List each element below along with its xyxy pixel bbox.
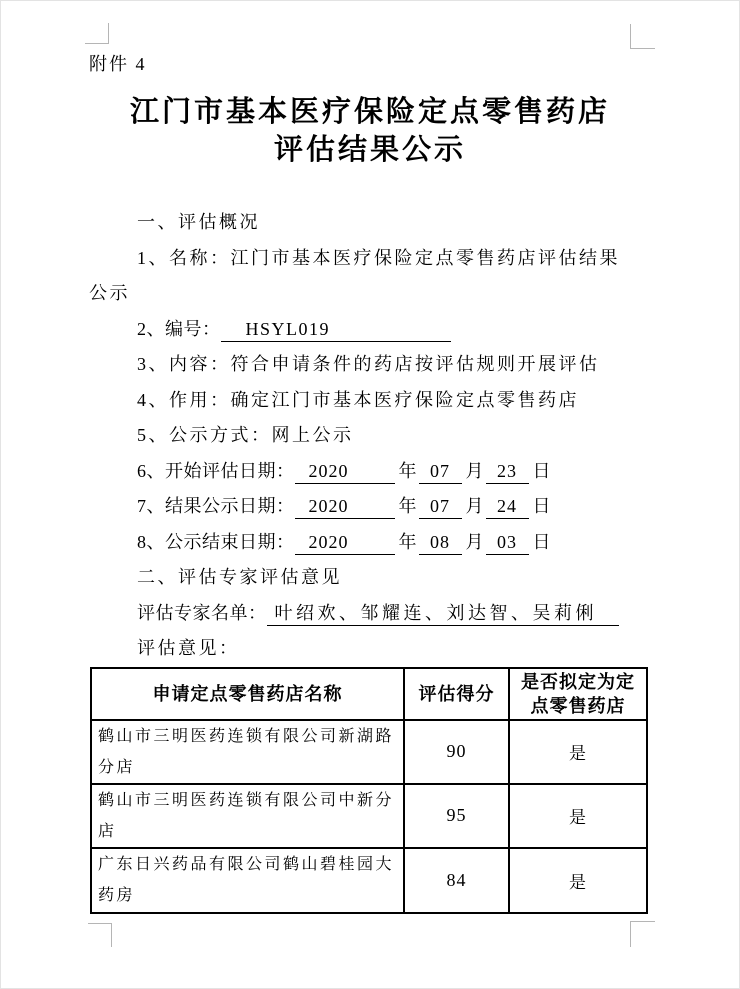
result-date-month: 07 bbox=[419, 495, 462, 519]
end-date-label: 8、公示结束日期： bbox=[137, 531, 295, 552]
col-header-designated: 是否拟定为定点零售药店 bbox=[509, 668, 647, 720]
table-row bbox=[91, 848, 647, 913]
expert-list-label: 评估专家名单： bbox=[137, 602, 267, 623]
result-date-year: 2020 bbox=[295, 495, 395, 519]
item-method: 5、公示方式：网上公示 bbox=[137, 425, 354, 445]
score-cell: 84 bbox=[404, 848, 509, 913]
month-unit: 月 bbox=[465, 496, 484, 516]
start-date-label: 6、开始评估日期： bbox=[137, 460, 295, 481]
score-cell: 90 bbox=[404, 720, 509, 784]
end-date-year: 2020 bbox=[295, 531, 395, 555]
start-date-line bbox=[89, 454, 651, 490]
table-row bbox=[91, 720, 647, 784]
item-name-line1: 1、名称：江门市基本医疗保险定点零售药店评估结果 bbox=[137, 247, 620, 268]
crop-mark-bottom-right bbox=[630, 921, 655, 947]
item-purpose: 4、作用：确定江门市基本医疗保险定点零售药店 bbox=[137, 389, 579, 410]
crop-mark-top-left bbox=[85, 23, 109, 44]
item-code bbox=[89, 312, 651, 348]
crop-mark-top-right bbox=[630, 24, 655, 49]
designated-cell: 是 bbox=[509, 848, 647, 913]
code-underline-value: HSYL019 bbox=[221, 318, 451, 342]
item-code-label: 2、编号： bbox=[137, 318, 221, 339]
table-row bbox=[91, 784, 647, 848]
store-name-cell: 鹤山市三明医药连锁有限公司中新分店 bbox=[91, 784, 404, 848]
crop-mark-bottom-left bbox=[88, 923, 112, 947]
document-body bbox=[89, 205, 651, 667]
document-title-line1: 江门市基本医疗保险定点零售药店 bbox=[129, 96, 610, 128]
day-unit: 日 bbox=[532, 531, 551, 552]
expert-list-line bbox=[89, 596, 651, 632]
document-title bbox=[89, 93, 651, 169]
day-unit: 日 bbox=[532, 460, 551, 481]
document-content bbox=[1, 1, 739, 914]
overview-heading: 一、评估概况 bbox=[137, 212, 260, 232]
designated-cell: 是 bbox=[509, 720, 647, 784]
end-date-month: 08 bbox=[419, 531, 462, 555]
col-header-store-name: 申请定点零售药店名称 bbox=[91, 668, 404, 720]
day-unit: 日 bbox=[532, 496, 551, 516]
store-name-cell: 鹤山市三明医药连锁有限公司新湖路分店 bbox=[91, 720, 404, 784]
year-unit: 年 bbox=[398, 460, 417, 481]
end-date-line bbox=[89, 525, 651, 561]
start-date-month: 07 bbox=[419, 460, 462, 484]
result-date-line bbox=[89, 489, 651, 525]
store-name-cell: 广东日兴药品有限公司鹤山碧桂园大药房 bbox=[91, 848, 404, 913]
item-name-line2: 公示 bbox=[89, 283, 130, 303]
expert-list-underline-value: 叶绍欢、邹耀连、刘达智、吴莉俐 bbox=[267, 602, 619, 626]
attachment-label: 附件 4 bbox=[89, 54, 147, 74]
score-cell: 95 bbox=[404, 784, 509, 848]
item-content: 3、内容：符合申请条件的药店按评估规则开展评估 bbox=[137, 354, 600, 374]
table-header-row bbox=[91, 668, 647, 720]
result-date-label: 7、结果公示日期： bbox=[137, 496, 295, 516]
opinion-label: 评估意见： bbox=[137, 638, 240, 658]
end-date-day: 03 bbox=[486, 531, 529, 555]
year-unit: 年 bbox=[398, 531, 417, 552]
year-unit: 年 bbox=[398, 496, 417, 516]
month-unit: 月 bbox=[465, 460, 484, 481]
result-date-day: 24 bbox=[486, 495, 529, 519]
start-date-day: 23 bbox=[486, 460, 529, 484]
document-title-line2: 评估结果公示 bbox=[273, 134, 466, 166]
designated-cell: 是 bbox=[509, 784, 647, 848]
experts-heading: 二、评估专家评估意见 bbox=[137, 567, 342, 587]
item-name bbox=[89, 241, 651, 312]
start-date-year: 2020 bbox=[295, 460, 395, 484]
evaluation-table bbox=[90, 667, 648, 914]
month-unit: 月 bbox=[465, 531, 484, 552]
col-header-score: 评估得分 bbox=[404, 668, 509, 720]
